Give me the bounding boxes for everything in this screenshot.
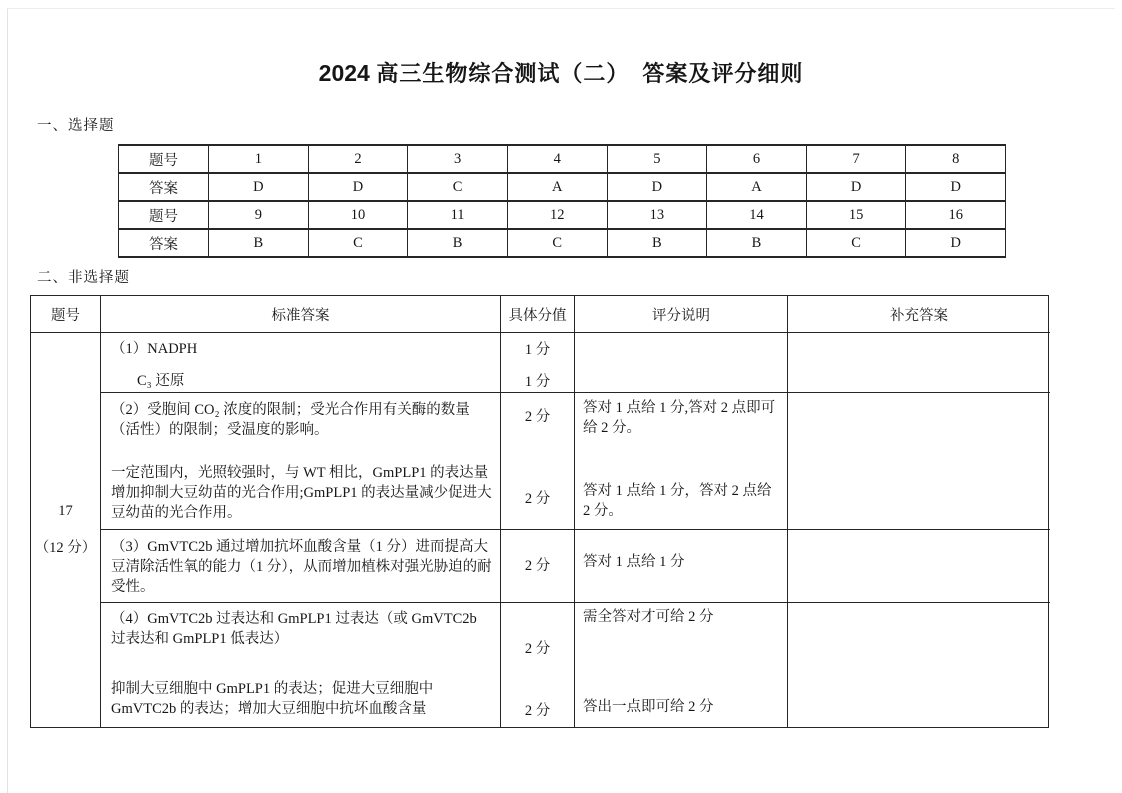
- answer-cell: B: [707, 229, 807, 257]
- grading-note: 答对 1 点给 1 分: [583, 554, 685, 570]
- grading-note-cell: [575, 603, 788, 727]
- grading-note: 答对 1 点给 1 分,答对 2 点即可给 2 分。: [583, 400, 776, 436]
- section-heading-choice: 一、选择题: [37, 118, 115, 134]
- answer-paragraph: （1）NADPH: [111, 341, 198, 357]
- answer-cell: C: [507, 229, 607, 257]
- question-number-cell: 7: [806, 145, 906, 173]
- score-value: 1 分: [524, 374, 551, 390]
- question-number-cell: 5: [607, 145, 707, 173]
- row-label: 答案: [119, 173, 209, 201]
- answer-cell: A: [507, 173, 607, 201]
- question-number-cell: 4: [507, 145, 607, 173]
- supplementary-answer-cell: [788, 603, 1050, 727]
- question-number: 17: [58, 503, 73, 519]
- answer-cell: B: [408, 229, 508, 257]
- question-number-cell: 2: [308, 145, 408, 173]
- row-label: 题号: [119, 201, 209, 229]
- question-number-cell: 1: [209, 145, 309, 173]
- row-label: 答案: [119, 229, 209, 257]
- standard-answer-cell: [101, 530, 501, 603]
- grading-note-cell: [575, 333, 788, 393]
- question-total-score: （12 分）: [34, 540, 97, 556]
- question-number-cell: 14: [707, 201, 807, 229]
- answer-cell: D: [906, 229, 1006, 257]
- supplementary-answer-cell: [788, 393, 1050, 530]
- answer-paragraph: （3）GmVTC2b 通过增加抗坏血酸含量（1 分）进而提高大豆清除活性氧的能力（1 分），从而增加植株对强光胁迫的耐受性。: [111, 539, 492, 595]
- question-number-cell: 10: [308, 201, 408, 229]
- score-value: 2 分: [524, 641, 551, 657]
- score-cell: [501, 530, 575, 603]
- answer-cell: D: [607, 173, 707, 201]
- grading-note-cell: [575, 530, 788, 603]
- page-left-edge: [7, 8, 8, 793]
- grading-note: 答出一点即可给 2 分: [583, 699, 714, 715]
- answer-paragraph: C₃ 还原: [137, 373, 185, 389]
- question-number-cell: 6: [707, 145, 807, 173]
- question-number-cell: 11: [408, 201, 508, 229]
- answer-cell: C: [408, 173, 508, 201]
- question-number-cell: [31, 333, 101, 727]
- answer-paragraph: （4）GmVTC2b 过表达和 GmPLP1 过表达（或 GmVTC2b 过表达和 GmPLP1 低表达）: [111, 611, 477, 647]
- title-text: 高三生物综合测试（二） 答案及评分细则: [369, 61, 804, 86]
- column-header-score: 具体分值: [501, 296, 575, 333]
- answer-cell: D: [806, 173, 906, 201]
- page-title: [0, 57, 1122, 88]
- table-row: [119, 229, 1006, 257]
- score-value: 2 分: [524, 558, 551, 574]
- column-header-standard-answer: 标准答案: [101, 296, 501, 333]
- title-year: 2024: [318, 60, 370, 86]
- score-value: 2 分: [524, 491, 551, 507]
- answer-paragraph: （2）受胞间 CO₂ 浓度的限制；受光合作用有关酶的数量（活性）的限制；受温度的影响。: [111, 402, 470, 438]
- rubric-table: [30, 295, 1049, 728]
- score-value: 2 分: [524, 703, 551, 719]
- answer-cell: A: [707, 173, 807, 201]
- standard-answer-cell: [101, 603, 501, 727]
- question-number-cell: 15: [806, 201, 906, 229]
- answer-cell: D: [209, 173, 309, 201]
- question-number-cell: 13: [607, 201, 707, 229]
- standard-answer-cell: [101, 333, 501, 393]
- grading-note-cell: [575, 393, 788, 530]
- answer-cell: B: [607, 229, 707, 257]
- page-top-edge: [7, 8, 1115, 9]
- question-number-cell: 3: [408, 145, 508, 173]
- supplementary-answer-cell: [788, 530, 1050, 603]
- score-cell: [501, 393, 575, 530]
- score-value: 2 分: [524, 409, 551, 425]
- column-header-question: 题号: [31, 296, 101, 333]
- grading-note: 需全答对才可给 2 分: [583, 609, 714, 625]
- row-label: 题号: [119, 145, 209, 173]
- table-row: [119, 173, 1006, 201]
- supplementary-answer-cell: [788, 333, 1050, 393]
- question-number-cell: 9: [209, 201, 309, 229]
- answer-cell: C: [806, 229, 906, 257]
- answer-cell: C: [308, 229, 408, 257]
- grading-note: 答对 1 点给 1 分，答对 2 点给 2 分。: [583, 483, 772, 519]
- score-value: 1 分: [524, 342, 551, 358]
- section-heading-non-choice: 二、非选择题: [37, 270, 130, 286]
- score-cell: [501, 603, 575, 727]
- answer-cell: D: [308, 173, 408, 201]
- table-row: [119, 145, 1006, 173]
- question-number-cell: 8: [906, 145, 1006, 173]
- answer-paragraph: 抑制大豆细胞中 GmPLP1 的表达；促进大豆细胞中 GmVTC2b 的表达；增加大豆细胞中抗坏血酸含量: [111, 681, 434, 717]
- column-header-supplementary: 补充答案: [788, 296, 1050, 333]
- answer-cell: B: [209, 229, 309, 257]
- column-header-grading-notes: 评分说明: [575, 296, 788, 333]
- standard-answer-cell: [101, 393, 501, 530]
- question-number-cell: 12: [507, 201, 607, 229]
- choice-answer-table: [118, 144, 1006, 258]
- answer-cell: D: [906, 173, 1006, 201]
- score-cell: [501, 333, 575, 393]
- answer-paragraph: 一定范围内，光照较强时，与 WT 相比，GmPLP1 的表达量增加抑制大豆幼苗的光合作用;GmPLP1 的表达量减少促进大豆幼苗的光合作用。: [111, 465, 492, 521]
- question-number-cell: 16: [906, 201, 1006, 229]
- table-row: [119, 201, 1006, 229]
